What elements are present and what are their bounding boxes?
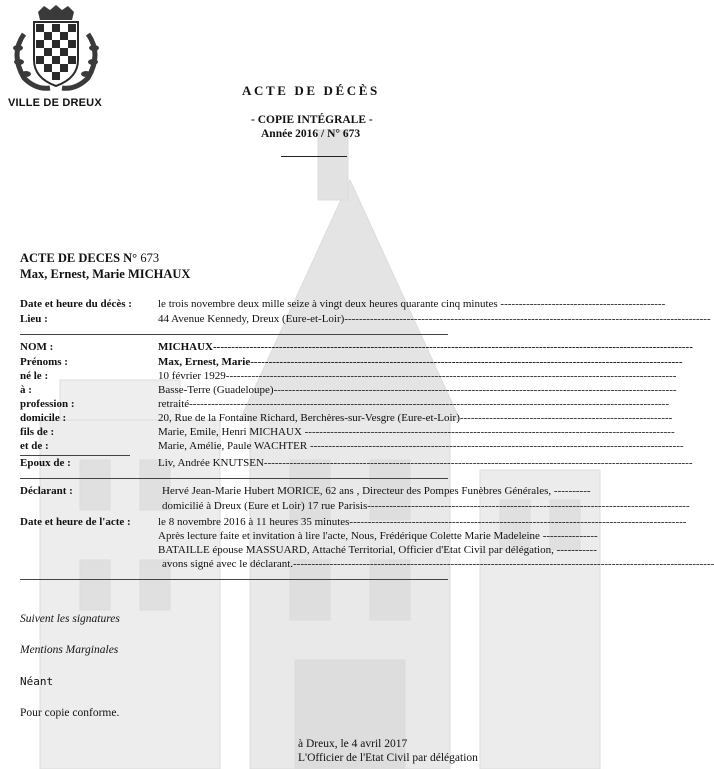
marginal-mentions-heading: Mentions Marginales [20,644,119,656]
section-divider [20,478,448,479]
birth-date-value: 10 février 1929--------------------------------------------------------------------------------------------------------------------------- [158,370,677,382]
city-name: VILLE DE DREUX [8,97,102,109]
act-line-1: le 8 novembre 2016 à 11 heures 35 minutes-------------------------------------------------------------------------------------------- [158,516,687,528]
domicile-value: 20, Rue de la Fontaine Richard, Berchères-sur-Vesgre (Eure-et-Loir)---------------------------------------------------------- [158,412,673,424]
record-heading [20,251,159,266]
father-label: fils de : [20,426,55,438]
coat-of-arms-icon [6,4,106,96]
death-datetime-label: Date et heure du décès : [20,298,132,310]
issue-place-date: à Dreux, le 4 avril 2017 [298,738,408,750]
declarant-label: Déclarant : [20,485,73,497]
section-divider [20,579,448,580]
mother-label: et de : [20,440,49,452]
act-line-2: Après lecture faite et invitation à lire l'acte, Nous, Frédérique Colette Marie Madeleine --------------- [158,530,598,542]
birth-date-label: né le : [20,370,49,382]
birth-place-value: Basse-Terre (Guadeloupe)-------------------------------------------------------------------------------------------------------------- [158,384,677,396]
year-number: Année 2016 / N° 673 [261,128,361,140]
spouse-label: Epoux de : [20,457,71,469]
header-divider [281,156,347,157]
act-datetime-label: Date et heure de l'acte : [20,516,131,528]
copy-type: - COPIE INTÉGRALE - [251,114,373,126]
certified-copy-note: Pour copie conforme. [20,707,120,719]
birth-place-label: à : [20,384,32,396]
spouse-value: Liv, Andrée KNUTSEN--------------------------------------------------------------------------------------------------------------------- [158,457,693,469]
mother-value: Marie, Amélie, Paule WACHTER ------------------------------------------------------------------------------------------------------ [158,440,684,452]
nom-label: NOM : [20,341,54,353]
declarant-line-1: Hervé Jean-Marie Hubert MORICE, 62 ans , Directeur des Pompes Funèbres Générales, ---------- [162,485,591,497]
death-place-value: 44 Avenue Kennedy, Dreux (Eure-et-Loir)---------------------------------------------------------------------------------------------------- [158,313,711,325]
deceased-full-name: Max, Ernest, Marie MICHAUX [20,267,191,281]
marginal-mentions-value: Néant [20,675,54,688]
document-title: ACTE DE DÉCÈS [242,83,380,98]
section-divider [20,334,448,335]
domicile-label: domicile : [20,412,67,424]
father-value: Marie, Emile, Henri MICHAUX ----------------------------------------------------------------------------------------------------- [158,426,675,438]
act-line-4: avons signé avec le déclarant.------------------------------------------------------------------------------------------------------------------- [162,558,714,570]
spouse-divider [20,455,130,456]
death-datetime-value: le trois novembre deux mille seize à vingt deux heures quarante cinq minutes --------------------------------------------- [158,298,666,310]
prenoms-label: Prénoms : [20,356,68,368]
profession-label: profession : [20,398,75,410]
prenoms-value: Max, Ernest, Marie---------------------------------------------------------------------------------------------------------------------- [158,356,683,368]
declarant-line-2: domicilié à Dreux (Eure et Loir) 17 rue Parisis---------------------------------------------------------------------------------------- [162,500,690,512]
issuing-officer: L'Officier de l'Etat Civil par délégation [298,752,478,764]
signatures-note: Suivent les signatures [20,613,120,625]
record-number: 673 [140,251,160,265]
death-place-label: Lieu : [20,313,48,325]
nom-value: MICHAUX----------------------------------------------------------------------------------------------------------------------------------- [158,341,693,353]
act-line-3: BATAILLE épouse MASSUARD, Attaché Territorial, Officier d'Etat Civil par délégation, ----------- [158,544,597,556]
record-heading-label: ACTE DE DECES N° [20,251,138,265]
profession-value: retraité----------------------------------------------------------------------------------------------------------------------------------- [158,398,670,410]
